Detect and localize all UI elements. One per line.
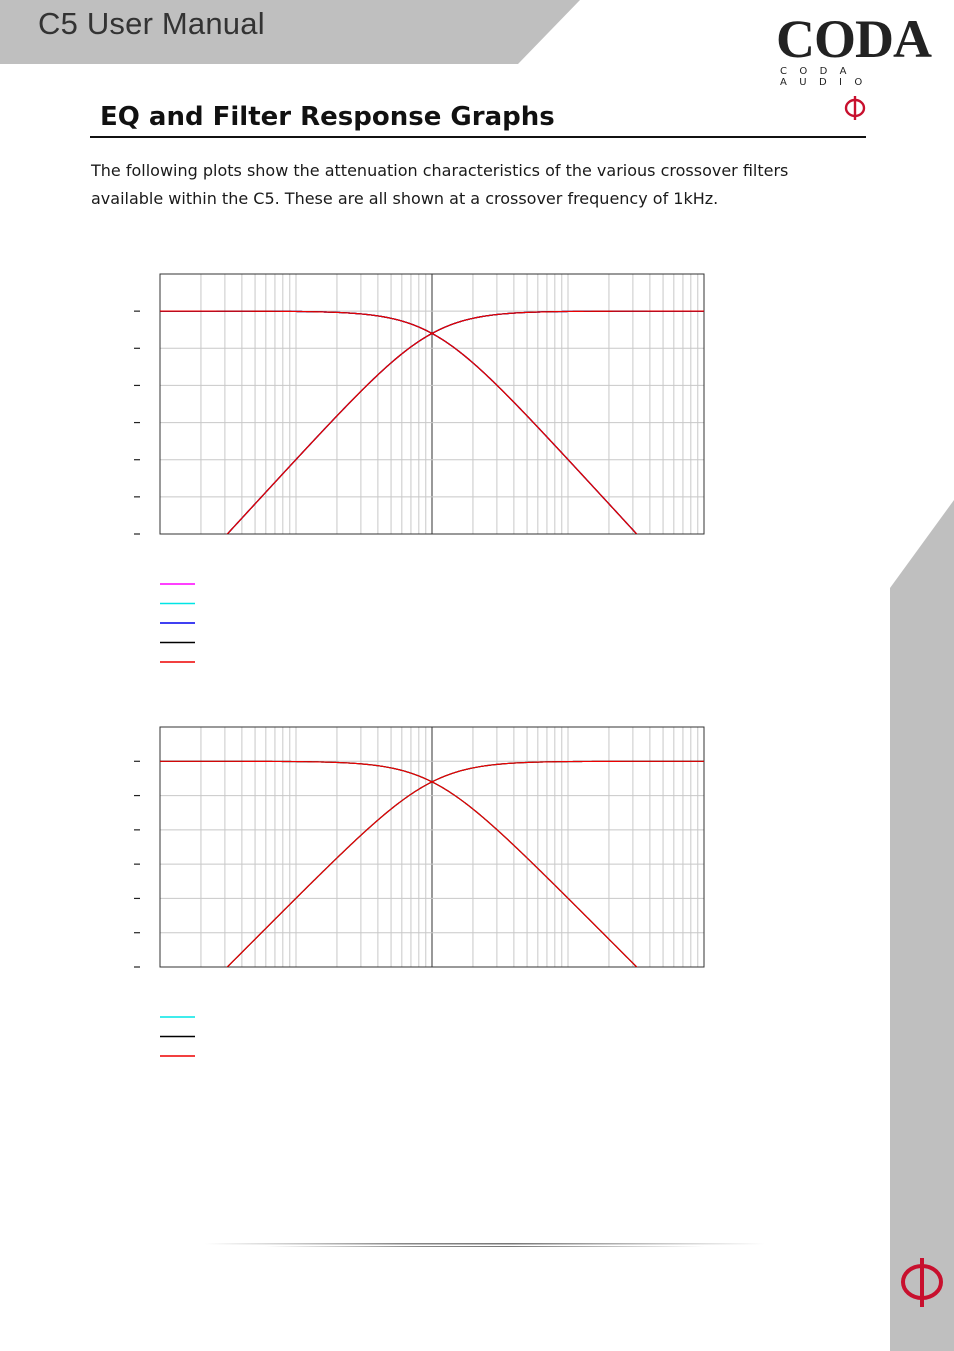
phi-footer-icon	[894, 1254, 950, 1310]
intro-line: The following plots show the attenuation characteristics of the various crossover filters	[91, 161, 789, 180]
footer-rule-line	[265, 1246, 705, 1247]
footer-rule-line	[205, 1243, 765, 1245]
coda-logo: CODA	[776, 9, 931, 69]
section-title: EQ and Filter Response Graphs	[100, 102, 555, 132]
intro-line: available within the C5. These are all shown at a crossover frequency of 1kHz.	[91, 189, 719, 208]
side-band	[888, 500, 954, 1351]
footer-rule	[205, 1240, 765, 1252]
manual-title: C5 User Manual	[38, 6, 265, 41]
side-band-shape	[890, 500, 954, 1351]
coda-logo-subtext: CODA AUDIO	[780, 66, 875, 88]
